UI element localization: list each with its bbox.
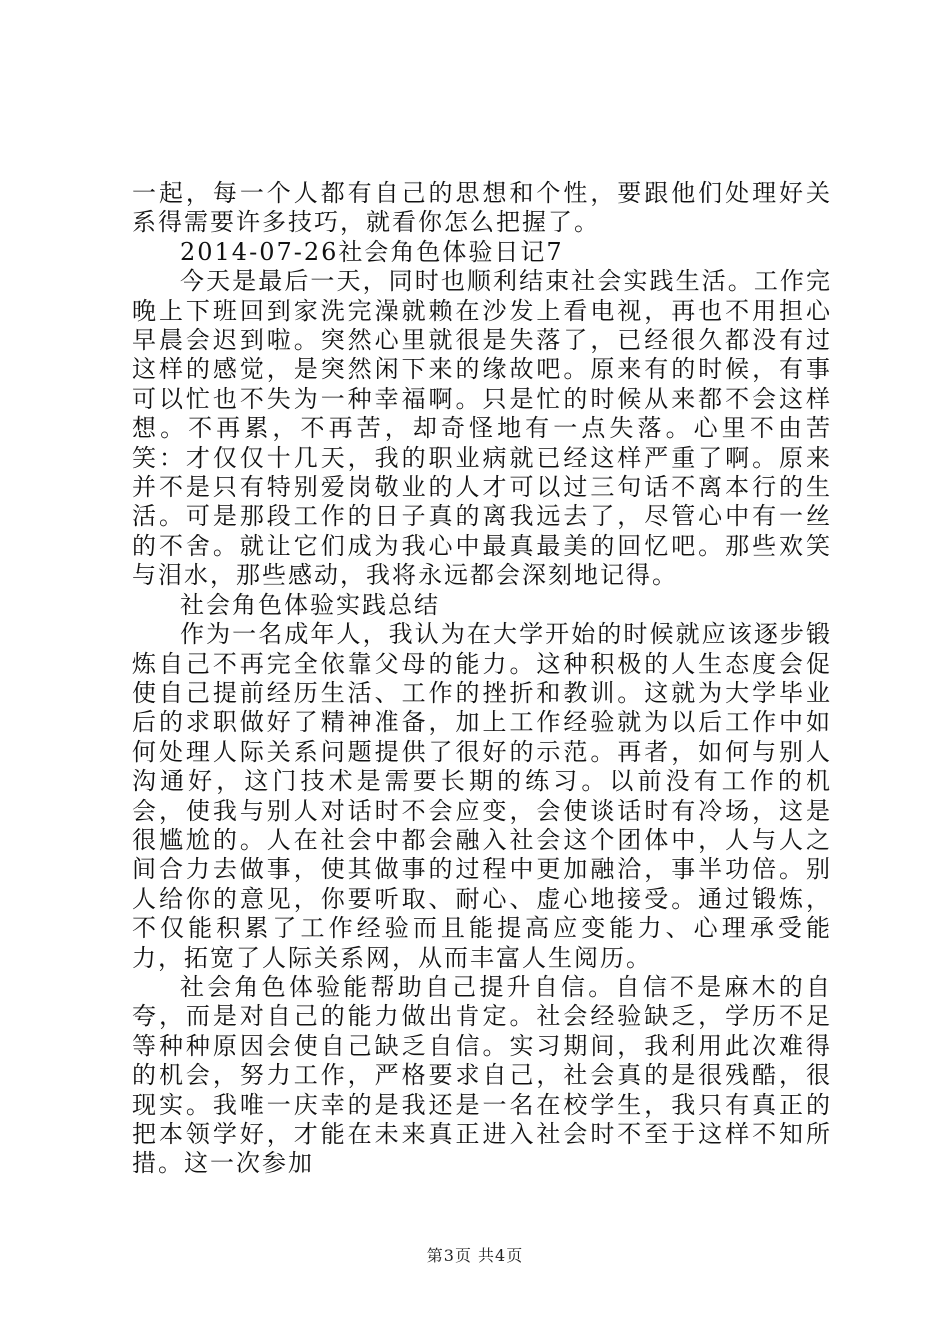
paragraph-diary-7: 今天是最后一天，同时也顺利结束社会实践生活。工作完晚上下班回到家洗完澡就赖在沙发上看电视，再也不用担心早晨会迟到啦。突然心里就很是失落了，已经很久都没有过这样的感觉，是突然闲下来的缘故吧。原来有的时候，有事可以忙也不失为一种幸福啊。只是忙的时候从来都不会这样想。不再累，不再苦，却奇怪地有一点失落。心里不由苦笑：才仅仅十几天，我的职业病就已经这样严重了啊。原来并不是只有特别爱岗敬业的人才可以过三句话不离本行的生活。可是那段工作的日子真的离我远去了，尽管心中有一丝的不舍。就让它们成为我心中最真最美的回忆吧。那些欢笑与泪水，那些感动，我将永远都会深刻地记得。: [132, 267, 832, 590]
paragraph-summary-2: 社会角色体验能帮助自己提升自信。自信不是麻木的自夸，而是对自己的能力做出肯定。社会经验缺乏，学历不足等种种原因会使自己缺乏自信。实习期间，我利用此次难得的机会，努力工作，严格要求自己，社会真的是很残酷，很现实。我唯一庆幸的是我还是一名在校学生，我只有真正的把本领学好，才能在未来真正进入社会时不至于这样不知所措。这一次参加: [132, 972, 832, 1178]
paragraph-1: 一起，每一个人都有自己的思想和个性，要跟他们处理好关系得需要许多技巧，就看你怎么把握了。: [132, 179, 832, 237]
document-body: [132, 179, 832, 1179]
paragraph-summary-1: 作为一名成年人，我认为在大学开始的时候就应该逐步锻炼自己不再完全依靠父母的能力。这种积极的人生态度会促使自己提前经历生活、工作的挫折和教训。这就为大学毕业后的求职做好了精神准备，加上工作经验就为以后工作中如何处理人际关系问题提供了很好的示范。再者，如何与别人沟通好，这门技术是需要长期的练习。以前没有工作的机会，使我与别人对话时不会应变，会使谈话时有冷场，这是很尴尬的。人在社会中都会融入社会这个团体中，人与人之间合力去做事，使其做事的过程中更加融洽，事半功倍。别人给你的意见，你要听取、耐心、虚心地接受。通过锻炼，不仅能积累了工作经验而且能提高应变能力、心理承受能力，拓宽了人际关系网，从而丰富人生阅历。: [132, 620, 832, 972]
page-footer: [0, 1243, 950, 1266]
diary-heading: 2014-07-26社会角色体验日记7: [180, 237, 564, 266]
page-number: 第3页 共4页: [426, 1246, 524, 1265]
summary-heading: 社会角色体验实践总结: [180, 590, 440, 619]
